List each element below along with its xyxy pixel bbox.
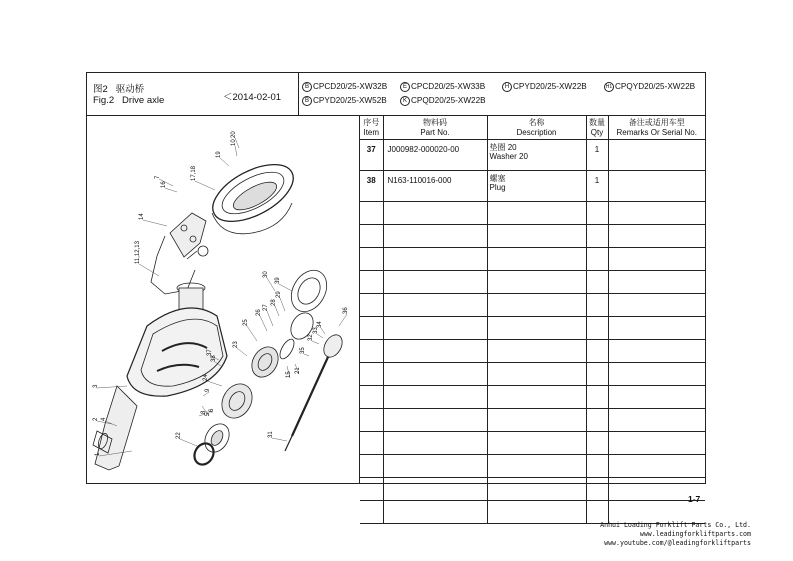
empty-row — [360, 409, 705, 432]
callout-label: 39 — [275, 277, 281, 284]
callout-label: 4 — [101, 417, 107, 421]
cell-item: 37 — [360, 140, 383, 171]
header-desc-en: Description — [516, 127, 557, 137]
callout-label: 27 — [263, 304, 269, 311]
empty-row — [360, 248, 705, 271]
empty-row — [360, 432, 705, 455]
col-header-item — [360, 116, 383, 140]
desc-en: Washer 20 — [489, 152, 528, 161]
col-header-qty — [586, 116, 608, 140]
callout-leader — [267, 311, 273, 326]
model-entry — [302, 82, 387, 92]
cell-qty: 1 — [586, 171, 608, 202]
callout-leader — [275, 306, 279, 316]
callout-label: 2 — [93, 417, 99, 421]
model-badge: H — [502, 82, 512, 92]
cell-remarks — [608, 140, 705, 171]
desc-cn: 垫圈 20 — [489, 143, 517, 152]
callout-leader — [267, 278, 275, 291]
cell-part-no: N163-110016-000 — [383, 171, 487, 202]
callout-leader — [207, 381, 222, 386]
model-name: CPQYD20/25-XW22B — [615, 82, 696, 92]
drive-axle-drawing — [87, 116, 359, 484]
parts-table-area — [360, 116, 705, 484]
callout-leader — [279, 284, 292, 291]
model-entry — [302, 96, 387, 106]
header-desc-cn: 名称 — [528, 117, 545, 127]
callout-label: 28 — [271, 299, 277, 306]
table-row — [360, 140, 705, 171]
header-remarks-cn: 备注或适用车型 — [628, 117, 685, 127]
company-website: www.leadingforkliftparts.com — [639, 530, 751, 538]
callout-label: 1 — [95, 452, 101, 456]
callout-leader — [339, 314, 347, 326]
header-part-en: Part No. — [420, 127, 450, 137]
callout-label: 31 — [268, 431, 274, 438]
empty-row — [360, 386, 705, 409]
col-header-part — [383, 116, 487, 140]
callout-leader — [247, 326, 257, 341]
callout-leader — [195, 181, 215, 190]
page-number: 1-7 — [688, 494, 701, 504]
model-badge: H1 — [605, 84, 613, 90]
model-badge: K — [400, 96, 410, 106]
callout-label: 8 — [201, 410, 207, 414]
callout-label: 19 — [216, 151, 222, 158]
callout-leader — [237, 348, 247, 356]
callout-label: 29 — [276, 291, 282, 298]
callout-label: 25 — [243, 319, 249, 326]
callout-leader — [280, 298, 285, 311]
empty-row — [360, 455, 705, 478]
catalog-frame — [86, 72, 706, 484]
desc-cn: 螺塞 — [489, 174, 506, 183]
callout-leader — [97, 386, 127, 388]
callout-label: 7 — [155, 175, 161, 179]
company-youtube: www.youtube.com/@leadingforkliftparts — [604, 539, 751, 547]
model-entry — [400, 96, 486, 106]
empty-row — [360, 340, 705, 363]
callout-label: 5 — [205, 412, 211, 416]
empty-row — [360, 317, 705, 340]
callout-label: 33 — [313, 327, 319, 334]
company-name: Anhui Loading Forklift Parts Co., Ltd. — [600, 521, 751, 529]
callout-label: 37 — [207, 349, 213, 356]
callout-leader — [260, 316, 267, 331]
model-badge: B — [302, 82, 312, 92]
callout-label: 3 — [93, 384, 99, 388]
empty-row — [360, 478, 705, 501]
model-list — [299, 73, 705, 115]
callout-label: 14 — [139, 213, 145, 220]
callout-label: 23 — [233, 341, 239, 348]
callout-label: 6 — [209, 408, 215, 412]
header-qty-cn: 数量 — [589, 117, 605, 127]
model-name: CPCD20/25-XW32B — [313, 82, 388, 92]
desc-en: Plug — [489, 183, 506, 192]
col-header-remarks — [608, 116, 705, 140]
callout-label: 26 — [256, 309, 262, 316]
figure-date: ＜2014-02-01 — [223, 92, 282, 103]
callout-label: 30 — [263, 271, 269, 278]
callout-leader — [272, 438, 287, 441]
cell-remarks — [608, 171, 705, 202]
figure-title-cn — [93, 81, 144, 95]
callout-label: 24 — [203, 374, 209, 381]
model-name: CPQD20/25-XW22B — [411, 96, 486, 106]
table-row — [360, 171, 705, 202]
callout-label: 34 — [317, 321, 323, 328]
col-header-desc — [487, 116, 586, 140]
callout-label: 21 — [295, 367, 301, 374]
callout-label: 9 — [205, 388, 211, 392]
figure-name-en: Drive axle — [122, 95, 165, 106]
model-badge: E — [400, 82, 410, 92]
model-entry — [604, 82, 695, 92]
callout-label: 32 — [308, 334, 314, 341]
callout-label: 11,12,13 — [135, 241, 141, 264]
callout-leader — [220, 158, 229, 166]
empty-row — [360, 294, 705, 317]
figure-header — [87, 73, 299, 115]
callout-label: 38 — [211, 355, 217, 362]
callout-label: 36 — [343, 307, 349, 314]
model-name: CPCD20/25-XW33B — [411, 82, 486, 92]
figure-number-en: Fig.2 — [93, 95, 115, 106]
model-name: CPYD20/25-XW22B — [513, 82, 587, 92]
callout-leader — [180, 439, 197, 446]
header-item-en: Item — [363, 127, 380, 137]
figure-name-cn: 驱动桥 — [115, 84, 145, 95]
model-badge: B — [302, 96, 312, 106]
model-entry — [400, 82, 485, 92]
header-part-cn: 物料码 — [423, 117, 447, 127]
callout-label: 10 — [231, 139, 237, 146]
empty-row — [360, 363, 705, 386]
cell-description — [487, 140, 586, 171]
exploded-diagram — [87, 116, 360, 484]
callout-label: 15 — [286, 371, 292, 378]
callout-leader — [139, 264, 159, 276]
cell-qty: 1 — [586, 140, 608, 171]
model-entry — [502, 82, 587, 92]
callout-label: 20 — [231, 131, 237, 138]
parts-table — [360, 116, 705, 524]
callout-leader — [143, 220, 167, 226]
callout-label: 17,18 — [191, 165, 197, 181]
header-item-cn: 序号 — [363, 117, 380, 127]
callout-label: 16 — [161, 181, 167, 188]
table-header-row — [360, 116, 705, 140]
cell-item: 38 — [360, 171, 383, 202]
company-info — [600, 521, 751, 548]
empty-row — [360, 225, 705, 248]
header-remarks-en: Remarks Or Serial No. — [616, 127, 697, 137]
empty-row — [360, 271, 705, 294]
model-name: CPYD20/25-XW52B — [313, 96, 387, 106]
empty-row — [360, 202, 705, 225]
callout-leader — [235, 146, 237, 156]
cell-part-no: J000982-000020-00 — [383, 140, 487, 171]
cell-description — [487, 171, 586, 202]
callout-label: 35 — [300, 347, 306, 354]
header-qty-en: Qty — [590, 127, 604, 137]
callout-label: 22 — [176, 432, 182, 439]
figure-title-en — [93, 95, 164, 106]
figure-number-cn: 图2 — [93, 84, 108, 95]
